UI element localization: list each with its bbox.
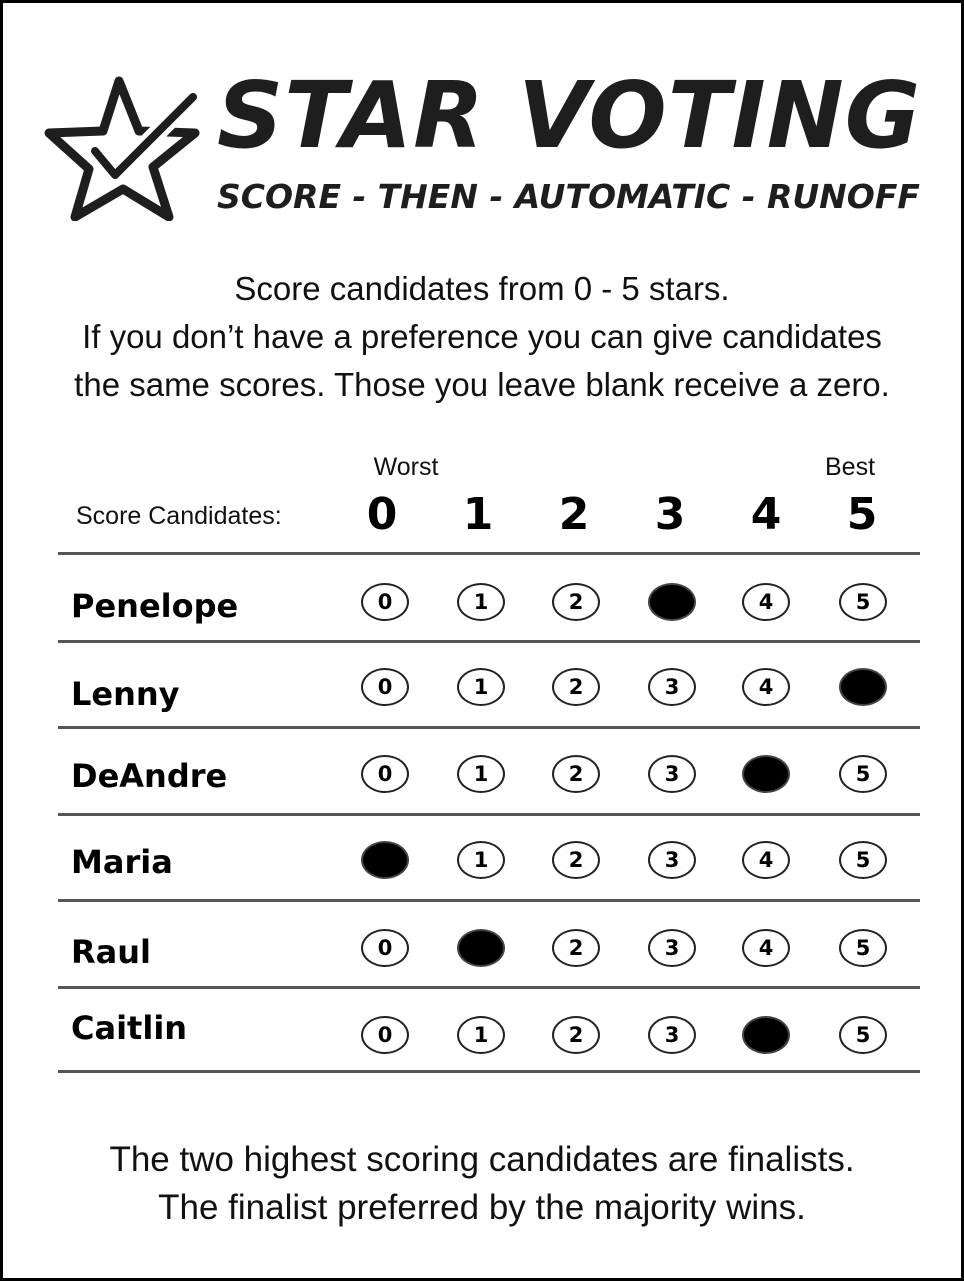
score-bubble-3[interactable]: 3 (648, 929, 696, 967)
divider (58, 1070, 920, 1073)
candidate-name: DeAndre (71, 757, 228, 795)
star-check-icon (43, 73, 205, 221)
score-bubble-2[interactable]: 2 (552, 841, 600, 879)
score-header-1: 1 (462, 489, 494, 540)
score-bubble-3[interactable] (648, 583, 696, 621)
footer-text (3, 1136, 961, 1232)
ballot-title: STAR VOTING (217, 62, 922, 169)
candidate-name: Raul (71, 933, 151, 971)
candidate-row (3, 644, 964, 730)
footer-line: The two highest scoring candidates are finalists. (109, 1140, 855, 1179)
divider (58, 640, 920, 643)
score-bubble-4[interactable] (742, 1016, 790, 1054)
candidate-row (3, 816, 964, 902)
score-candidates-label: Score Candidates: (76, 502, 282, 530)
candidate-row (3, 902, 964, 988)
candidate-row (3, 730, 964, 816)
score-header-4: 4 (750, 489, 782, 540)
footer-line: The finalist preferred by the majority wins. (158, 1188, 806, 1227)
score-bubble-0[interactable]: 0 (361, 929, 409, 967)
score-bubble-4[interactable] (742, 755, 790, 793)
candidate-name: Maria (71, 843, 173, 881)
score-bubble-1[interactable]: 1 (457, 841, 505, 879)
score-bubble-1[interactable] (457, 929, 505, 967)
worst-label: Worst (373, 453, 439, 481)
divider (58, 726, 920, 729)
score-bubble-0[interactable] (361, 841, 409, 879)
score-bubble-5[interactable]: 5 (839, 929, 887, 967)
score-bubble-5[interactable] (839, 668, 887, 706)
score-bubble-0[interactable]: 0 (361, 755, 409, 793)
score-bubble-2[interactable]: 2 (552, 583, 600, 621)
candidate-row (3, 558, 964, 644)
score-bubble-2[interactable]: 2 (552, 755, 600, 793)
score-bubble-2[interactable]: 2 (552, 1016, 600, 1054)
instruction-line: Score candidates from 0 - 5 stars. (234, 270, 730, 307)
score-bubble-0[interactable]: 0 (361, 583, 409, 621)
instruction-line: If you don’t have a preference you can give candidates (82, 318, 882, 355)
score-bubble-1[interactable]: 1 (457, 1016, 505, 1054)
score-bubble-3[interactable]: 3 (648, 668, 696, 706)
score-bubble-5[interactable]: 5 (839, 583, 887, 621)
score-bubble-4[interactable]: 4 (742, 583, 790, 621)
score-bubble-1[interactable]: 1 (457, 583, 505, 621)
ballot-subtitle: SCORE - THEN - AUTOMATIC - RUNOFF (217, 177, 920, 216)
score-bubble-0[interactable]: 0 (361, 1016, 409, 1054)
score-bubble-3[interactable]: 3 (648, 841, 696, 879)
score-bubble-5[interactable]: 5 (839, 755, 887, 793)
score-header-5: 5 (846, 489, 878, 540)
score-bubble-4[interactable]: 4 (742, 668, 790, 706)
instructions-text (13, 265, 951, 409)
candidate-name: Penelope (71, 587, 239, 625)
score-bubble-2[interactable]: 2 (552, 668, 600, 706)
score-bubble-4[interactable]: 4 (742, 929, 790, 967)
instruction-line: the same scores. Those you leave blank receive a zero. (74, 366, 890, 403)
score-bubble-3[interactable]: 3 (648, 1016, 696, 1054)
candidate-row (3, 988, 964, 1074)
score-header-0: 0 (366, 489, 398, 540)
candidate-name: Lenny (71, 675, 180, 713)
score-header-3: 3 (654, 489, 686, 540)
score-bubble-3[interactable]: 3 (648, 755, 696, 793)
score-bubble-2[interactable]: 2 (552, 929, 600, 967)
best-label: Best (824, 453, 876, 481)
score-bubble-0[interactable]: 0 (361, 668, 409, 706)
score-bubble-1[interactable]: 1 (457, 668, 505, 706)
score-bubble-5[interactable]: 5 (839, 841, 887, 879)
score-bubble-4[interactable]: 4 (742, 841, 790, 879)
divider (58, 552, 920, 555)
score-bubble-5[interactable]: 5 (839, 1016, 887, 1054)
score-bubble-1[interactable]: 1 (457, 755, 505, 793)
score-header-2: 2 (558, 489, 590, 540)
candidate-name: Caitlin (71, 1009, 188, 1047)
